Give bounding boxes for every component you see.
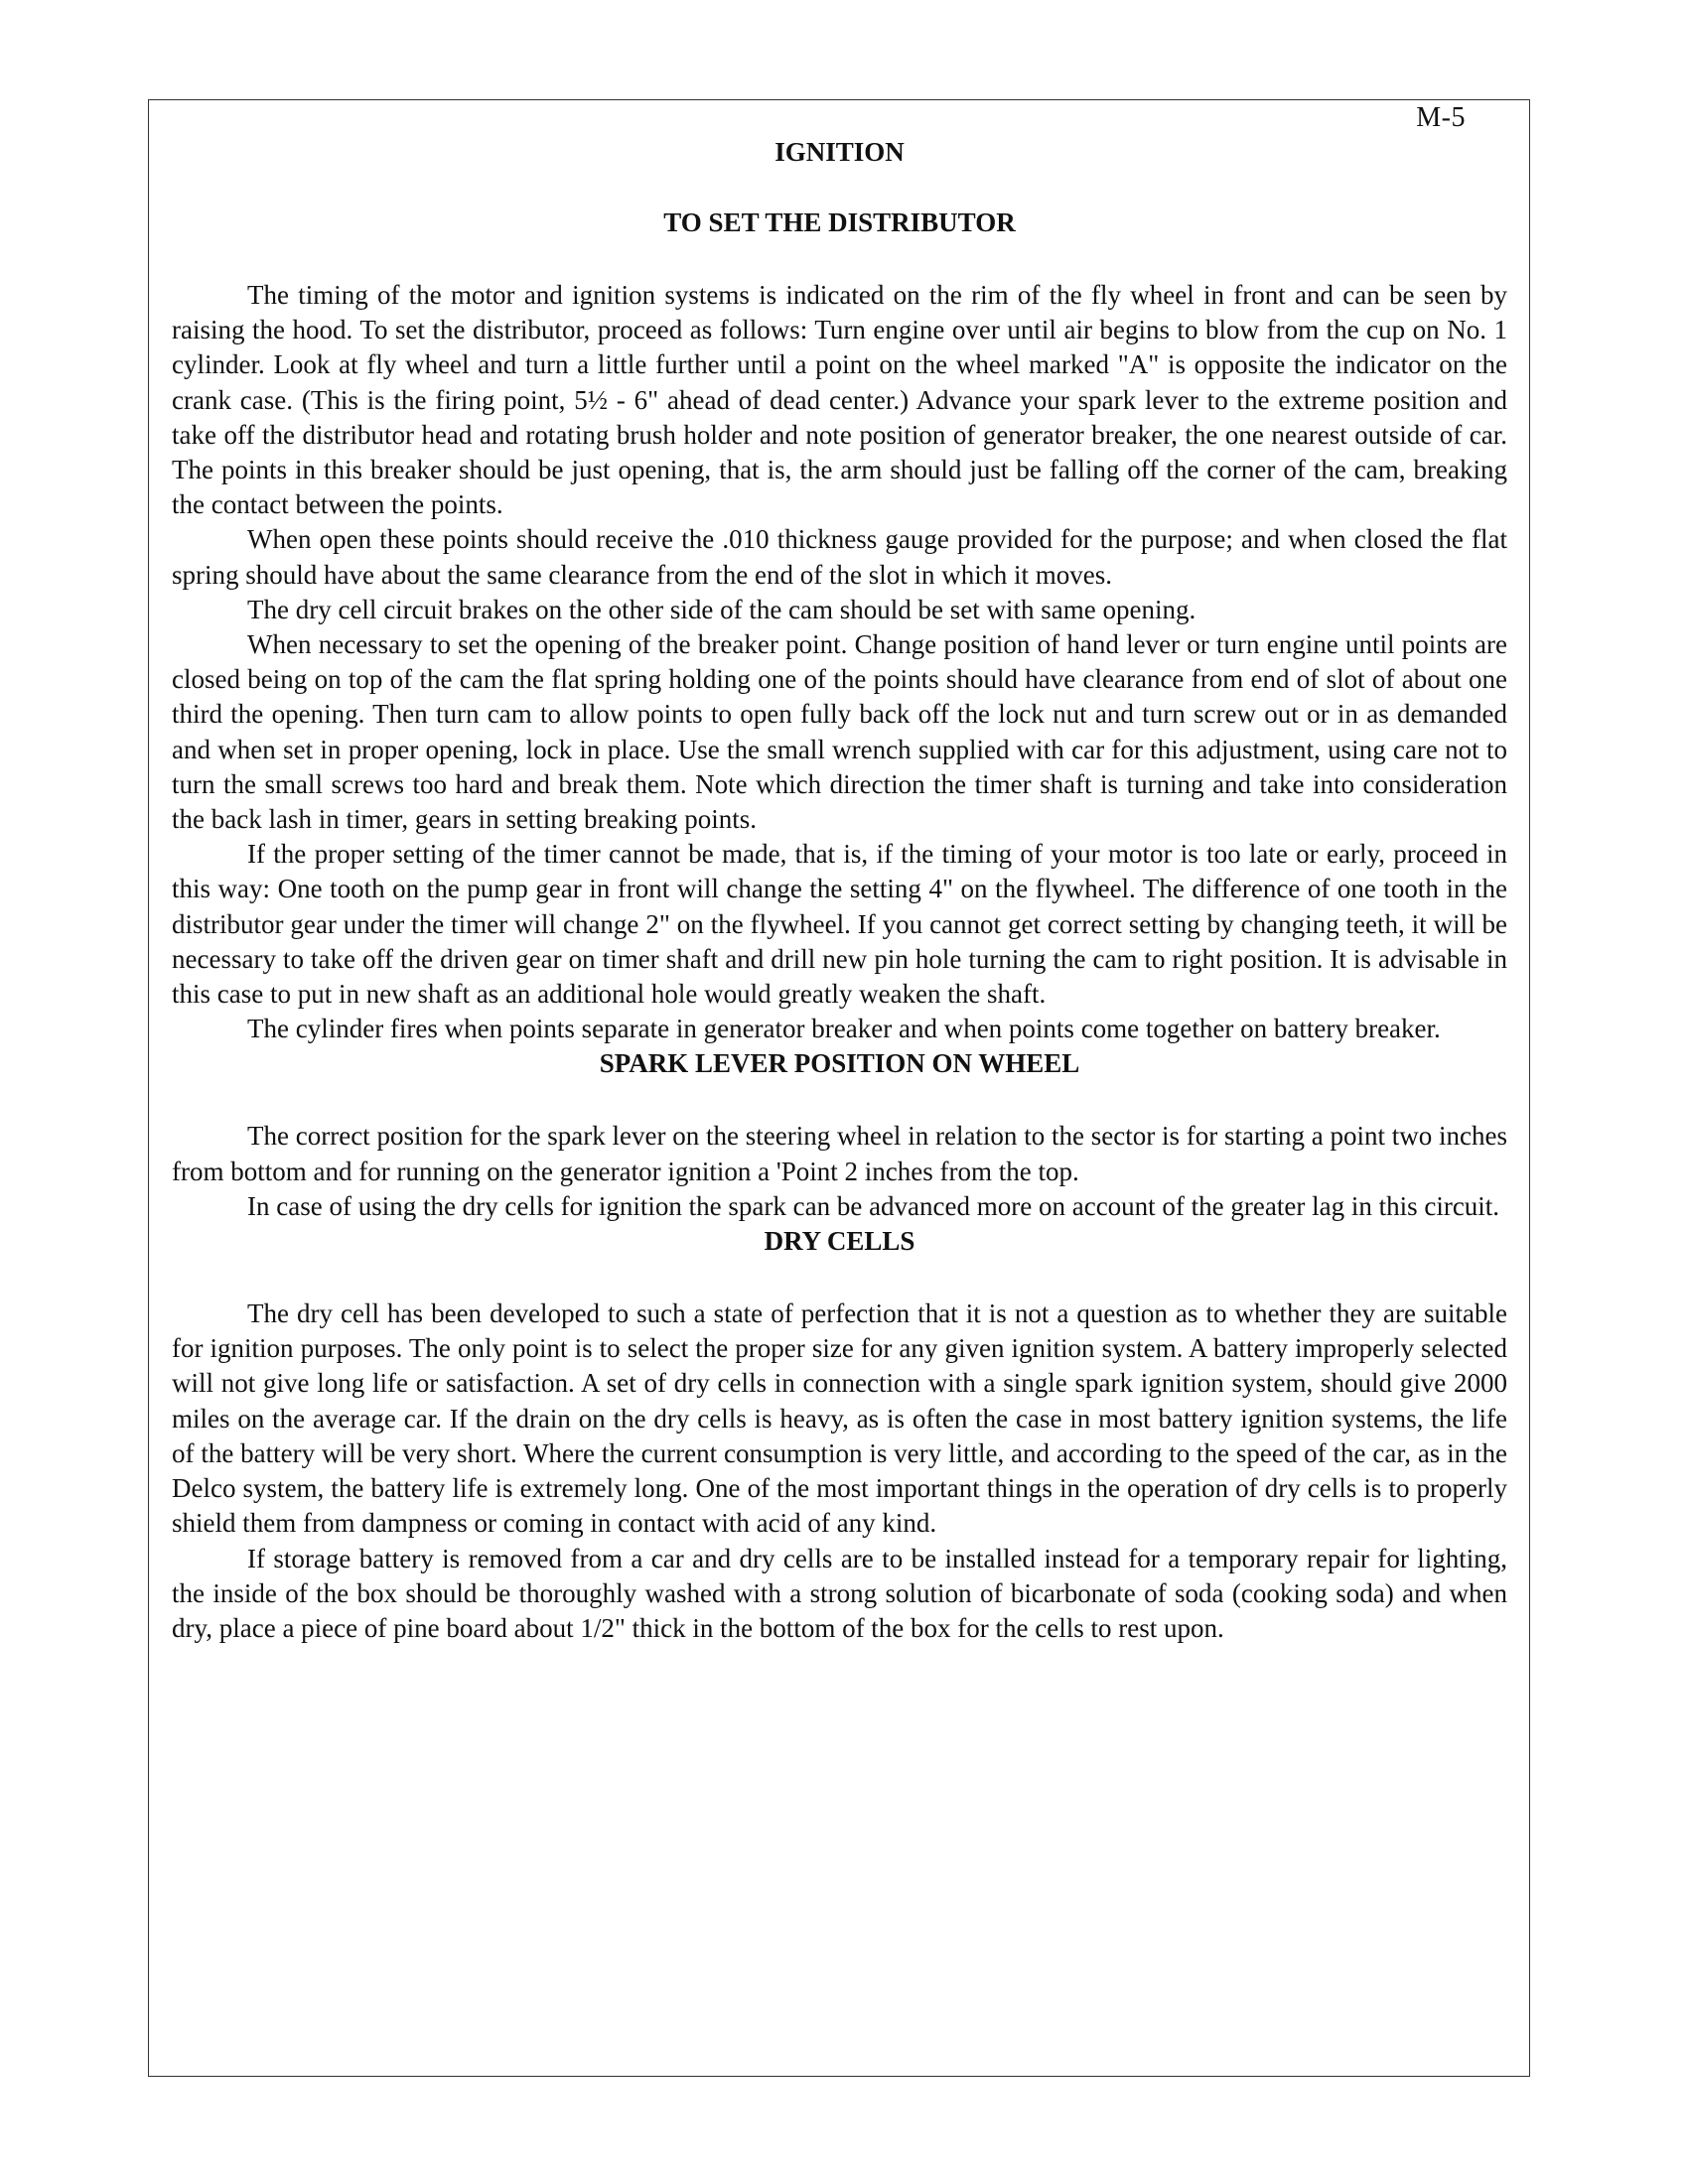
paragraph: If the proper setting of the timer cannot be made, that is, if the timing of your motor is too late or early, proceed in this way: One tooth on the pump gear in front will change the setting 4" on the flywheel. The difference of one tooth in the distributor gear under the timer will change 2" on the flywheel. If you cannot get correct setting by changing teeth, it will be necessary to take off the driven gear on timer shaft and drill new pin hole turning the cam to right position. It is advisable in this case to put in new shaft as an additional hole would greatly weaken the shaft. (172, 839, 1507, 1010)
paragraph: The timing of the motor and ignition systems is indicated on the rim of the fly wheel in front and can be seen by raising the hood. To set the distributor, proceed as follows: Turn engine over until air begins to blow from the cup on No. 1 cylinder. Look at fly wheel and turn a little further until a point on the wheel marked "A" is opposite the indicator on the crank case. (This is the firing point, 5½ - 6" ahead of dead center.) Advance your spark lever to the extreme position and take off the distributor head and rotating brush holder and note position of generator breaker, the one nearest outside of car. The points in this breaker should be just opening, that is, the arm should just be falling off the corner of the cam, breaking the contact between the points. (172, 280, 1507, 520)
section-set-distributor (172, 205, 1507, 1046)
section-heading: DRY CELLS (764, 1226, 915, 1257)
document-title: IGNITION (774, 137, 905, 167)
paragraph: The dry cell circuit brakes on the other side of the cam should be set with same opening. (247, 594, 1196, 624)
paragraph: The correct position for the spark lever on the steering wheel in relation to the sector is for starting a point two inches from bottom and for running on the generator ignition a 'Point 2 inches from the top. (172, 1121, 1507, 1186)
section-dry-cells (172, 1224, 1507, 1646)
section-heading: SPARK LEVER POSITION ON WHEEL (599, 1048, 1080, 1079)
section-heading: TO SET THE DISTRIBUTOR (663, 207, 1016, 237)
page-number: M-5 (1416, 102, 1466, 133)
paragraph: If storage battery is removed from a car and dry cells are to be installed instead for a temporary repair for lighting, the inside of the box should be thoroughly washed with a strong solution of bicarbonate of soda (cooking soda) and when dry, place a piece of pine board about 1/2" thick in the bottom of the box for the cells to rest upon. (172, 1543, 1507, 1643)
paragraph: In case of using the dry cells for ignition the spark can be advanced more on account of the greater lag in this circuit. (247, 1190, 1500, 1221)
document-body (172, 135, 1507, 1646)
paragraph: The dry cell has been developed to such a state of perfection that it is not a question as to whether they are suitable for ignition purposes. The only point is to select the proper size for any given ignition system. A battery improperly selected will not give long life or satisfaction. A set of dry cells in connection with a single spark ignition system, should give 2000 miles on the average car. If the drain on the dry cells is heavy, as is often the case in most battery ignition systems, the life of the battery will be very short. Where the current consumption is very little, and according to the speed of the car, as in the Delco system, the battery life is extremely long. One of the most important things in the operation of dry cells is to properly shield them from dampness or coming in contact with acid of any kind. (172, 1298, 1507, 1539)
paragraph: The cylinder fires when points separate in generator breaker and when points come together on battery breaker. (247, 1014, 1441, 1044)
section-spark-lever (172, 1046, 1507, 1224)
paragraph: When open these points should receive the .010 thickness gauge provided for the purpose; and when closed the flat spring should have about the same clearance from the end of the slot in which it moves. (172, 524, 1507, 590)
paragraph: When necessary to set the opening of the breaker point. Change position of hand lever or turn engine until points are closed being on top of the cam the flat spring holding one of the points should have clearance from end of slot of about one third the opening. Then turn cam to allow points to open fully back off the lock nut and turn screw out or in as demanded and when set in proper opening, lock in place. Use the small wrench supplied with car for this adjustment, using care not to turn the small screws too hard and break them. Note which direction the timer shaft is turning and take into consideration the back lash in timer, gears in setting breaking points. (172, 629, 1507, 835)
